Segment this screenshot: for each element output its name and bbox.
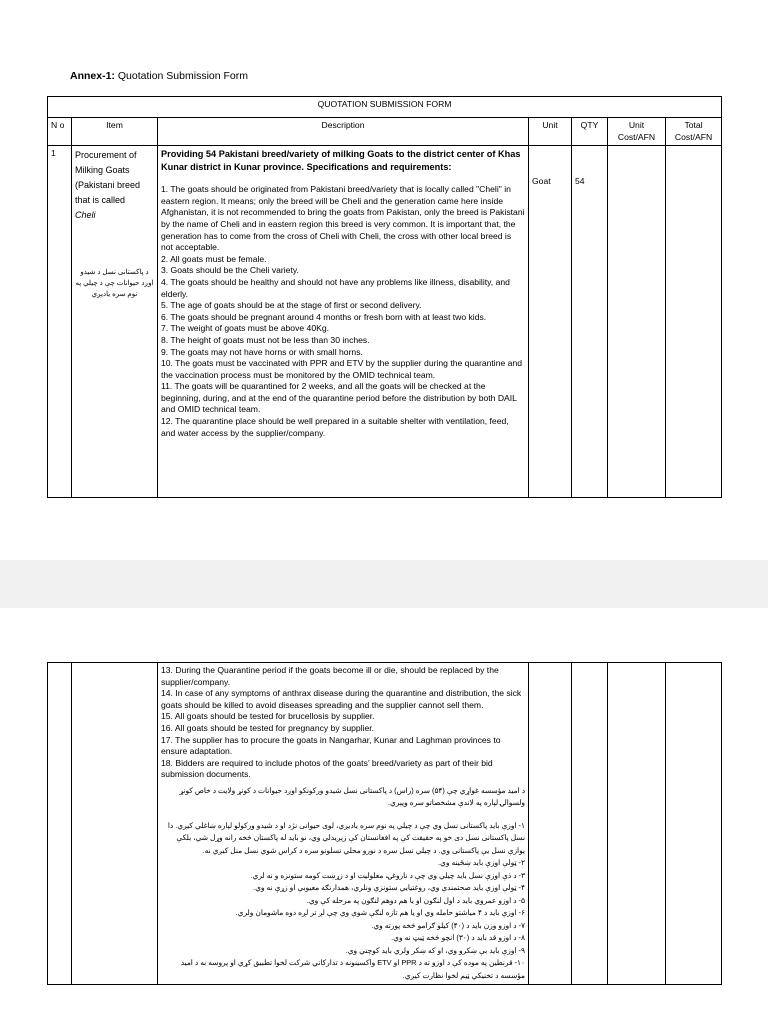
page-2 <box>0 608 768 1024</box>
description-cell-continued <box>158 663 529 985</box>
list-item: 14. In case of any symptoms of anthrax disease during the quarantine and distribution, the sick goats should be killed to avoid diseases spreading and the supplier cannot sell them. <box>161 688 522 710</box>
description-lead: Providing 54 Pakistani breed/variety of milking Goats to the district center of Khas Kunar district in Kunar province. Specifications and requirements: <box>161 149 521 173</box>
header-item: Item <box>72 118 158 146</box>
list-item: 6. The goats should be pregnant around 4 months or fresh born with at least two kids. <box>161 311 487 322</box>
quotation-table-continued <box>47 662 722 985</box>
total-cost-cell <box>666 146 722 498</box>
pashto-heading: د امید مؤسسه غواړي چې (۵۴) سره (راس) د پاکستانی نسل شیدو ورکونکو اوږد حیوانات د کونړ ولایت د خاص کونړ ولسوالۍ لپاره په لاندې مشخصاتو سره وپېري. <box>179 785 525 808</box>
qty-cell-empty <box>572 663 608 985</box>
unit-cost-cell-empty <box>608 663 666 985</box>
list-item: 18. Bidders are required to include photos of the goats’ breed/variety as part of their bid submission documents. <box>161 757 493 780</box>
list-item: 12. The quarantine place should be well prepared in a suitable shelter with ventilation, feed, and water access by the supplier/company. <box>161 416 509 438</box>
description-cell <box>158 146 529 498</box>
total-cost-cell-empty <box>666 663 722 985</box>
unit-cell: Goat <box>529 146 572 498</box>
list-item: ۷- د اوزو وزن باید د (۴۰) کیلو ګرامو څخه پورته وي. <box>371 920 525 930</box>
header-total-cost: Total Cost/AFN <box>666 118 722 146</box>
list-item: ۱- اوزې باید پاکستانی نسل وي چې د چیلي په نوم سره یادیږي، لوی حیوانی نژد او د شیدو ورکولو لپاره ښاغلي کیږي. دا نسل پاکستانی نسل دی خو په حقیقت کې په افغانستان کې زیږیدلي وي، نو باید له پاکستان څخه رانه وړل شي، بلکې یوازې نسل یې پاکستانی وي. د چیلي نسل سره د نورو محلي نسلونو سره د کراس شوي نسل منل کیږي نه. <box>167 820 525 855</box>
row-number-empty <box>48 663 72 985</box>
annex-heading <box>70 70 248 82</box>
list-item: 1. The goats should be originated from Pakistani breed/variety that is locally called "Cheli" in eastern region. It means; only the breed will be Cheli and the generation came here inside Afghanistan, it is not recommended to bring the goats from Pakistan, only the breed is Pakistani by the name of Cheli and in eastern region this breed is very common. It is important that, the generation has to come from the cross of Cheli with Cheli, the cross with other local breed is not acceptable. <box>161 184 525 253</box>
list-item: ۱۰- قرنطین په موده کې د اوزو ته د PPR او ETV واکسینونه د تدارکاتي شرکت لخوا تطبیق کړي او پروسه به د امید مؤسسه د تخنیکي ټیم لخوا نظارت کیږي. <box>180 958 525 980</box>
list-item: 5. The age of goats should be at the stage of first or second delivery. <box>161 300 422 311</box>
table-title: QUOTATION SUBMISSION FORM <box>48 97 722 118</box>
list-item: ۸- د اوزو قد باید د (۳۰) انچو څخه ټیټ نه وي. <box>391 933 525 943</box>
item-pashto-note: د پاکستانی نسل د شیدو اوږد حیوانات چې د چیلي په نوم سره یادیږي <box>75 269 154 299</box>
item-variety: Cheli <box>75 210 96 221</box>
header-unit-cost: Unit Cost/AFN <box>608 118 666 146</box>
table-title-row <box>48 97 722 118</box>
header-qty: QTY <box>572 118 608 146</box>
qty-cell: 54 <box>572 146 608 498</box>
list-item: ۹- اوزې باید بې ښکرو وي، او که ښکر ولري باید کوچني وي. <box>345 945 525 955</box>
list-item: 9. The goats may not have horns or with small horns. <box>161 346 363 357</box>
item-cell-empty <box>72 663 158 985</box>
list-item: 3. Goats should be the Cheli variety. <box>161 265 299 276</box>
header-unit: Unit <box>529 118 572 146</box>
list-item: ۳- د ذې اوزې نسل باید چیلي وي چې د ناروغۍ، معلولیت او د زړښت کومه ستونزه و نه لري. <box>250 870 525 880</box>
table-row <box>48 146 722 498</box>
list-item: 7. The weight of goats must be above 40Kg. <box>161 323 330 334</box>
page-gap <box>0 560 768 608</box>
list-item: 8. The height of goats must not be less than 30 inches. <box>161 334 370 345</box>
requirements-list <box>161 184 525 439</box>
list-item: 10. The goats must be vaccinated with PPR and ETV by the supplier during the quarantine and the vaccination process must be monitored by the OMID technical team. <box>161 358 523 380</box>
pashto-section <box>161 785 525 983</box>
header-description: Description <box>158 118 529 146</box>
list-item: 15. All goats should be tested for brucellosis by supplier. <box>161 711 375 722</box>
list-item: 16. All goats should be tested for pregnancy by supplier. <box>161 722 375 733</box>
list-item: 13. During the Quarantine period if the goats become ill or die, should be replaced by the supplier/company. <box>161 665 499 687</box>
list-item: 11. The goats will be quarantined for 2 weeks, and all the goats will be checked at the beginning, during, and at the end of the quarantine period before the distribution by both DAIL and OMID technical team. <box>161 381 517 415</box>
unit-cell-empty <box>529 663 572 985</box>
table-header-row <box>48 118 722 146</box>
item-cell <box>72 146 158 498</box>
list-item: ۴- ټولې اوزې باید صحتمندې وي، روغتیایي ستونزې ونلري، همدارنګه معیوبې او زړې نه وي. <box>253 883 525 893</box>
table-row <box>48 663 722 985</box>
list-item: ۲- ټولې اوزې باید ښځینه وي. <box>437 858 525 868</box>
item-name: Procurement of Milking Goats (Pakistani breed that is called <box>75 150 141 206</box>
annex-label: Annex-1: <box>70 70 115 82</box>
list-item: 2. All goats must be female. <box>161 253 267 264</box>
requirements-list-continued <box>161 665 525 781</box>
unit-cost-cell <box>608 146 666 498</box>
list-item: 17. The supplier has to procure the goats in Nangarhar, Kunar and Laghman provinces to ensure adaptation. <box>161 734 501 757</box>
list-item: ۵- د اوزو عمروي باید د اول لنګون او یا هم دوهم لنګون په مرحله کې وي. <box>306 895 525 905</box>
header-no: N o <box>48 118 72 146</box>
list-item: 4. The goats should be healthy and should not have any problems like illness, disability, and elderly. <box>161 276 510 299</box>
quotation-table <box>47 96 722 498</box>
row-number: 1 <box>48 146 72 498</box>
annex-title: Quotation Submission Form <box>114 70 248 82</box>
list-item: ۶- اوزې باید د ۴ میاشتو حامله وي او یا هم تازه لنګې شوې وي چې لږ تر لږه دوه ماشومان ولري. <box>235 908 525 918</box>
